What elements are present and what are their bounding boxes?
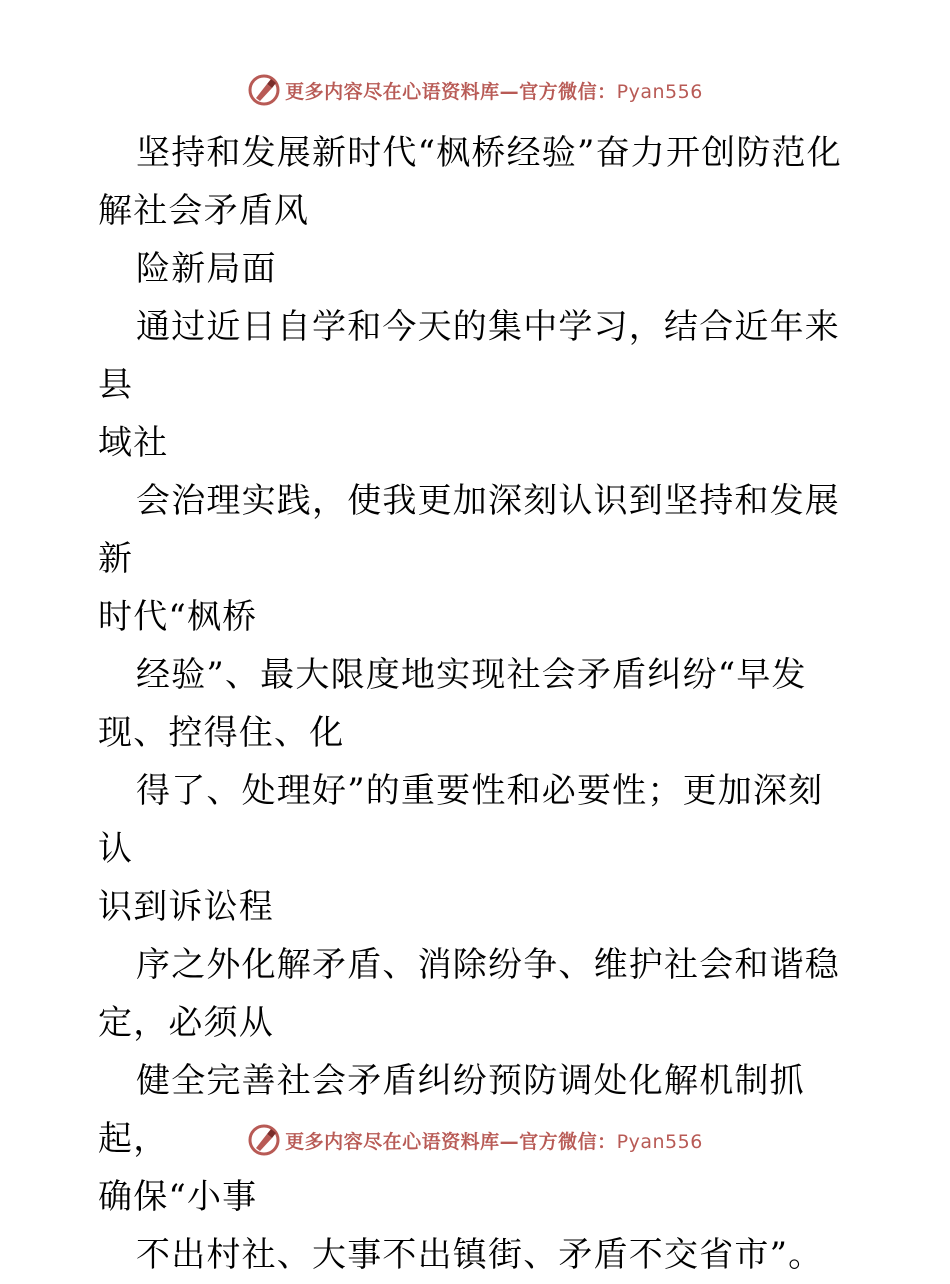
paragraph: 通过近日自学和今天的集中学习，结合近年来县 域社 — [98, 307, 840, 463]
header-wechat-id: Pyan556 — [616, 80, 703, 103]
header-banner — [0, 70, 950, 110]
paragraph: 会治理实践，使我更加深刻认识到坚持和发展新 时代“枫桥 — [98, 481, 840, 637]
paragraph: 健全完善社会矛盾纠纷预防调处化解机制抓起， 确保“小事 — [98, 1061, 805, 1217]
header-banner-text: 更多内容尽在心语资料库—官方微信：Pyan556 — [285, 80, 703, 103]
paragraph: 不出村社、大事不出镇街、矛盾不交省市”。 — [136, 1235, 824, 1275]
paragraph: 险新局面 — [136, 249, 277, 289]
paragraph: 坚持和发展新时代“枫桥经验”奋力开创防范化 解社会矛盾风 — [98, 133, 842, 231]
pen-logo-icon — [247, 73, 281, 107]
pen-logo-icon — [247, 1123, 281, 1157]
document-body — [98, 124, 858, 1284]
footer-banner-text: 更多内容尽在心语资料库—官方微信：Pyan556 — [285, 1130, 703, 1153]
footer-banner — [0, 1120, 950, 1160]
paragraph: 得了、处理好”的重要性和必要性；更加深刻认 识到诉讼程 — [98, 771, 824, 927]
paragraph: 经验”、最大限度地实现社会矛盾纠纷“早发 现、控得住、化 — [98, 655, 807, 753]
paragraph: 序之外化解矛盾、消除纷争、维护社会和谐稳 定，必须从 — [98, 945, 840, 1043]
footer-wechat-id: Pyan556 — [616, 1130, 703, 1153]
